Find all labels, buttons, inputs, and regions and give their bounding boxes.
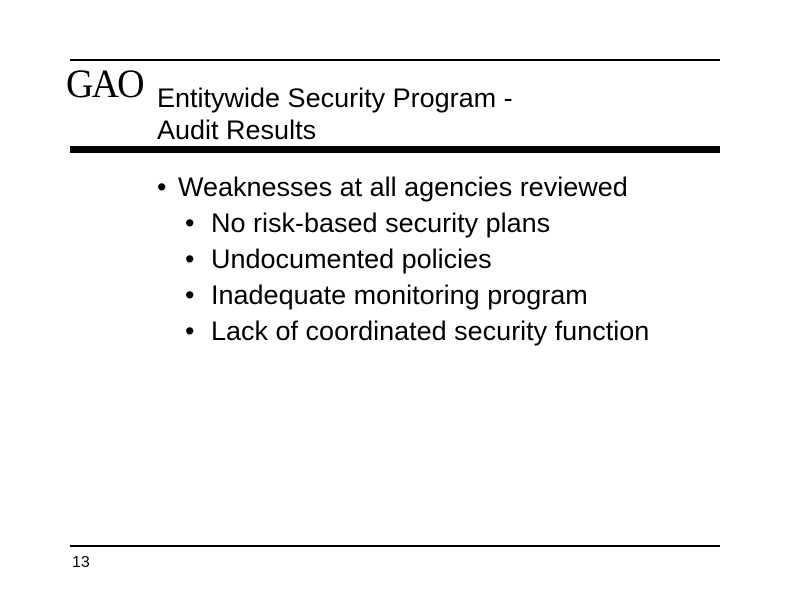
slide-title-line-2: Audit Results bbox=[157, 115, 317, 145]
sub-bullet-item bbox=[185, 205, 649, 241]
sub-bullet-text: Inadequate monitoring program bbox=[211, 280, 588, 310]
title-underline-rule bbox=[70, 146, 720, 153]
sub-bullet-text: Undocumented policies bbox=[211, 244, 492, 274]
bullet-icon: • bbox=[185, 316, 195, 346]
bullet-list bbox=[157, 169, 649, 349]
top-rule bbox=[70, 59, 720, 61]
sub-bullet-text: Lack of coordinated security function bbox=[211, 316, 650, 346]
main-bullet-item bbox=[157, 169, 649, 205]
bullet-icon: • bbox=[157, 172, 167, 202]
sub-bullet-text: No risk-based security plans bbox=[211, 208, 551, 238]
slide-title bbox=[157, 82, 513, 146]
page-number: 13 bbox=[72, 554, 90, 571]
sub-bullet-item bbox=[185, 277, 649, 313]
sub-bullet-item bbox=[185, 241, 649, 277]
footer-rule bbox=[70, 545, 720, 547]
gao-logo: GAO bbox=[66, 61, 143, 106]
sub-bullet-item bbox=[185, 313, 649, 349]
slide-title-line-1: Entitywide Security Program - bbox=[157, 83, 513, 113]
main-bullet-text: Weaknesses at all agencies reviewed bbox=[178, 172, 628, 202]
bullet-icon: • bbox=[185, 208, 195, 238]
bullet-icon: • bbox=[185, 244, 195, 274]
bullet-icon: • bbox=[185, 280, 195, 310]
